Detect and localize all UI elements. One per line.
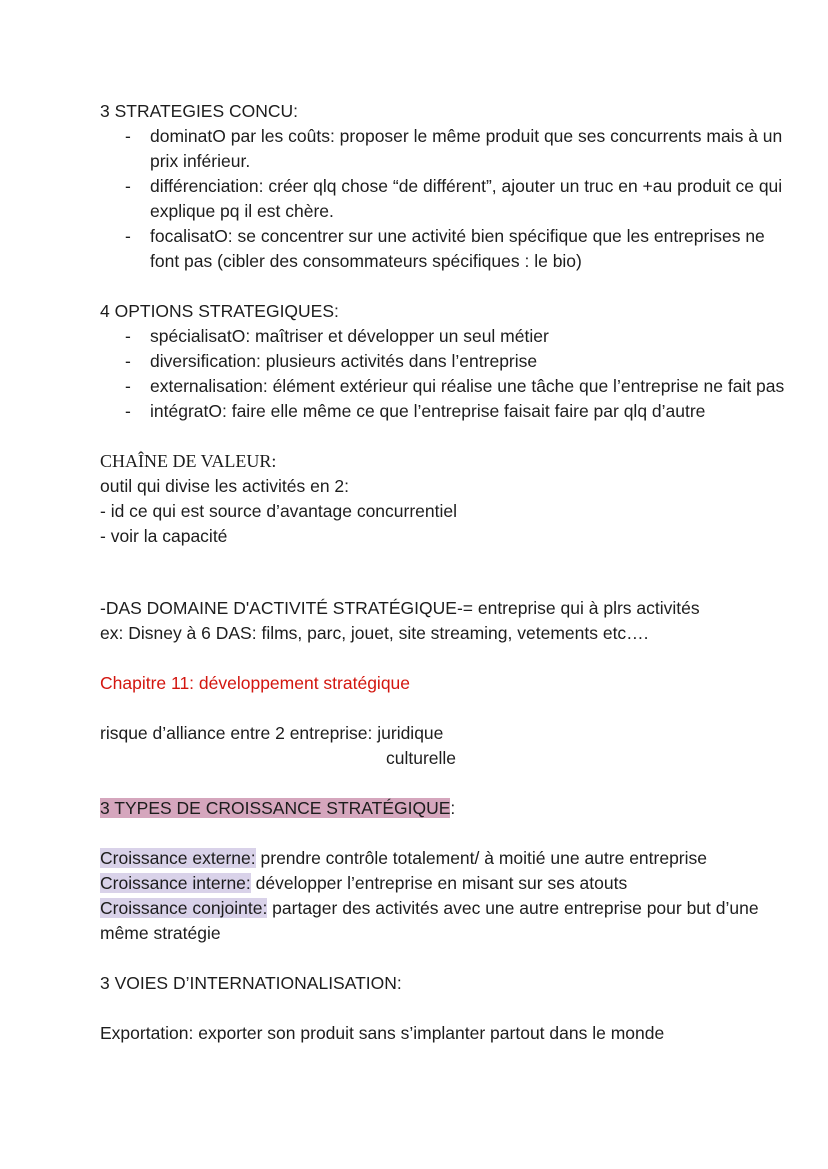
value-chain-line: - id ce qui est source d’avantage concurrentiel: [100, 501, 458, 521]
document-body: [100, 99, 790, 1046]
options-heading: 4 OPTIONS STRATEGIQUES:: [100, 301, 339, 321]
growth-text: prendre contrôle totalement/ à moitié une autre entreprise: [255, 848, 708, 868]
list-item: - dominatO par les coûts: proposer le même produit que ses concurrents mais à un prix inférieur.: [150, 124, 790, 174]
growth-term: Croissance externe:: [100, 848, 256, 868]
growth-term: Croissance interne:: [100, 873, 251, 893]
growth-text: partager des activités avec une autre entreprise pour but d’une même stratégie: [100, 898, 759, 943]
list-item: - externalisation: élément extérieur qui réalise une tâche que l’entreprise ne fait pas: [150, 374, 790, 399]
list-item: - focalisatO: se concentrer sur une activité bien spécifique que les entreprises ne font pas (cibler des consommateurs spécifiques : le bio): [150, 224, 790, 274]
growth-item: [100, 846, 790, 871]
value-chain-heading: CHAÎNE DE VALEUR:: [100, 451, 277, 471]
growth-text: développer l’entreprise en misant sur ses atouts: [250, 873, 628, 893]
growth-heading-colon: :: [450, 798, 456, 818]
growth-item: [100, 896, 790, 946]
das-example: ex: Disney à 6 DAS: films, parc, jouet, site streaming, vetements etc….: [100, 623, 649, 643]
growth-heading-line: [100, 796, 790, 821]
list-item: - différenciation: créer qlq chose “de différent”, ajouter un truc en +au produit ce qui explique pq il est chère.: [150, 174, 790, 224]
list-item: - spécialisatO: maîtriser et développer un seul métier: [150, 324, 790, 349]
alliance-risk-line: risque d’alliance entre 2 entreprise: juridique: [100, 723, 444, 743]
value-chain-line: outil qui divise les activités en 2:: [100, 476, 350, 496]
growth-item: [100, 871, 790, 896]
value-chain-line: - voir la capacité: [100, 526, 228, 546]
alliance-risk-continuation: culturelle: [386, 748, 457, 768]
list-item: - intégratO: faire elle même ce que l’entreprise faisait faire par qlq d’autre: [150, 399, 790, 424]
list-item: - diversification: plusieurs activités dans l’entreprise: [150, 349, 790, 374]
das-definition: -DAS DOMAINE D'ACTIVITÉ STRATÉGIQUE-= entreprise qui à plrs activités: [100, 598, 700, 618]
strategies-heading: 3 STRATEGIES CONCU:: [100, 101, 299, 121]
growth-heading: 3 TYPES DE CROISSANCE STRATÉGIQUE: [100, 798, 451, 818]
strategies-list: [100, 124, 790, 274]
options-list: [100, 324, 790, 424]
chapter-title: Chapitre 11: développement stratégique: [100, 673, 411, 693]
internationalisation-heading: 3 VOIES D’INTERNATIONALISATION:: [100, 973, 402, 993]
exportation-line: Exportation: exporter son produit sans s’implanter partout dans le monde: [100, 1023, 665, 1043]
growth-term: Croissance conjointe:: [100, 898, 268, 918]
